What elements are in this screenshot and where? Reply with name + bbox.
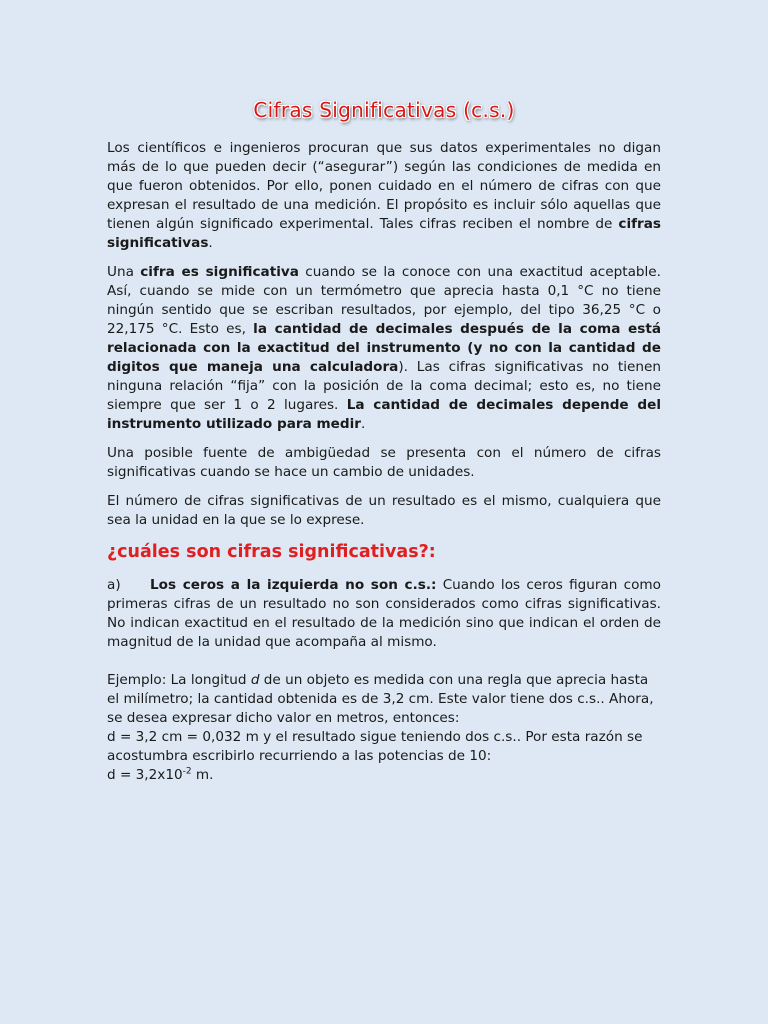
document-title: Cifras Significativas (c.s.) [253, 98, 515, 122]
definition-bold-1: cifra es significativa [140, 264, 299, 280]
list-item-bold: Los ceros a la izquierda no son c.s.: [150, 577, 437, 593]
example-line-3: d = 3,2x10 [107, 767, 183, 783]
intro-text-end: . [208, 235, 213, 251]
definition-paragraph [107, 263, 661, 434]
ambiguity-paragraph: Una posible fuente de ambigüedad se presenta con el número de cifras significativas cuando se hace un cambio de unidades. [107, 445, 661, 480]
section-heading: ¿cuáles son cifras significativas?: [107, 542, 436, 562]
list-item-a [107, 576, 661, 652]
example-line-3-end: m. [191, 767, 214, 783]
definition-text-2: cuando se la conoce con una exactitud aceptable. Así, cuando se mide con un termómetro que aprecia hasta 0,1 °C no tiene ningún sentido que se escriban resultados, por ejemplo, del tipo 36,25 °C o 22,175 °C. Esto es, [107, 264, 661, 337]
example-block [107, 671, 661, 785]
definition-text-1: Una [107, 264, 141, 280]
example-exponent: -2 [182, 766, 192, 777]
list-item-text: Cuando los ceros figuran como primeras cifras de un resultado no son considerados como cifras significativas. No indican exactitud en el resultado de la medición sino que indican el orden de magnitud de la unidad que acompaña al mismo. [107, 577, 661, 650]
definition-text-3: ). Las cifras significativas no tienen ninguna relación “fija” con la posición de la coma decimal; esto es, no tiene siempre que ser 1 o 2 lugares. [107, 359, 661, 413]
definition-bold-3: La cantidad de decimales depende del instrumento utilizado para medir [107, 397, 661, 432]
intro-text: Los científicos e ingenieros procuran que sus datos experimentales no digan más de lo que pueden decir (“asegurar”) según las condiciones de medida en que fueron obtenidos. Por ello, ponen cuidado en el número de cifras con que expresan el resultado de una medición. El propósito es incluir sólo aquellas que tienen algún significado experimental. Tales cifras reciben el nombre de [107, 140, 661, 232]
intro-paragraph [107, 139, 661, 253]
list-item-marker: a) [107, 577, 121, 593]
definition-bold-2: la cantidad de decimales después de la coma está relacionada con la exactitud del instrumento (y no con la cantidad de digitos que maneja una calculadora [107, 321, 661, 375]
example-line-2: d = 3,2 cm = 0,032 m y el resultado sigue teniendo dos c.s.. Por esta razón se acostumbra escribirlo recurriendo a las potencias de 10: [107, 729, 643, 764]
example-text-2: de un objeto es medida con una regla que aprecia hasta el milímetro; la cantidad obtenida es de 3,2 cm. Este valor tiene dos c.s.. Ahora, se desea expresar dicho valor en metros, entonces: [107, 672, 654, 726]
definition-text-4: . [360, 416, 366, 432]
intro-bold-term: cifras significativas [107, 216, 661, 251]
unit-paragraph: El número de cifras significativas de un resultado es el mismo, cualquiera que sea la unidad en la que se lo exprese. [107, 493, 661, 528]
example-variable: d [250, 672, 260, 688]
example-text-1: Ejemplo: La longitud [107, 672, 251, 688]
